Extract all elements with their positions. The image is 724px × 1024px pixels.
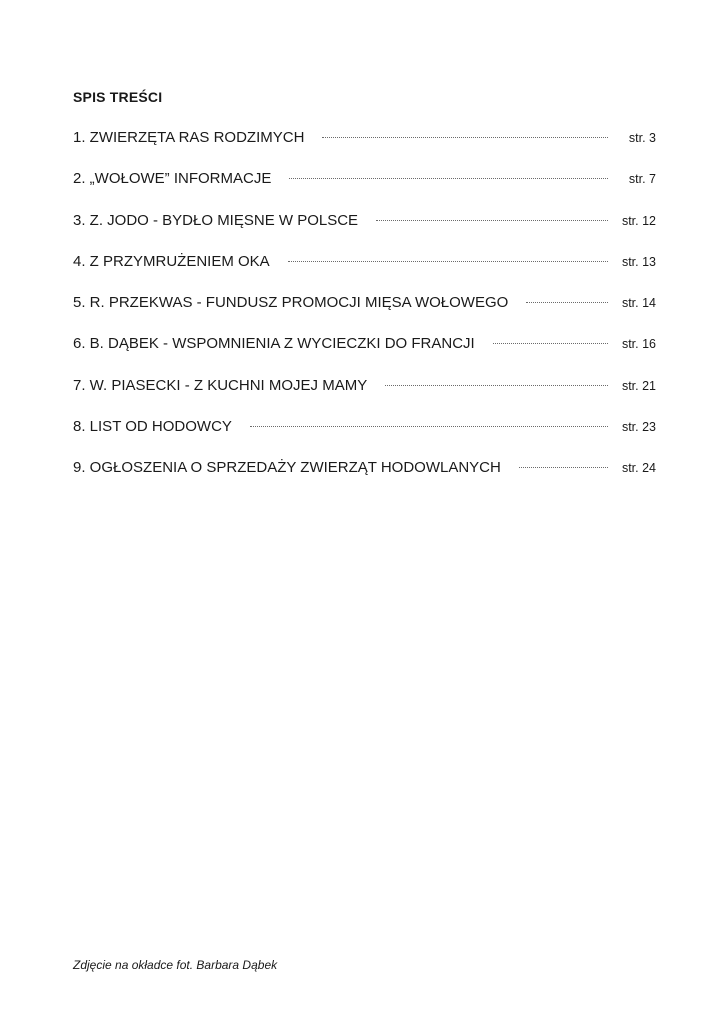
toc-entry <box>73 376 656 417</box>
toc-entry-title: 7. W. PIASECKI - Z KUCHNI MOJEJ MAMY <box>73 376 368 394</box>
toc-entry-title: 9. OGŁOSZENIA O SPRZEDAŻY ZWIERZĄT HODOWLANYCH <box>73 459 501 477</box>
dot-leader <box>322 137 608 138</box>
toc-heading: SPIS TREŚCI <box>73 89 163 105</box>
toc-entry-page: str. 21 <box>621 378 656 393</box>
toc-entry-title: 6. B. DĄBEK - WSPOMNIENIA Z WYCIECZKI DO FRANCJI <box>73 335 475 353</box>
toc-entry-page: str. 13 <box>621 254 656 269</box>
toc-entry-title: 5. R. PRZEKWAS - FUNDUSZ PROMOCJI MIĘSA WOŁOWEGO <box>73 294 509 312</box>
toc-entry-page: str. 14 <box>621 296 656 311</box>
toc-entry <box>73 252 656 293</box>
toc-entry-title: 2. „WOŁOWE” INFORMACJE <box>73 170 272 188</box>
dot-leader <box>289 178 608 179</box>
toc-entry <box>73 458 656 499</box>
dot-leader <box>519 467 608 468</box>
toc-entry-page: str. 23 <box>621 420 656 435</box>
toc-entry <box>73 417 656 458</box>
cover-photo-credit: Zdjęcie na okładce fot. Barbara Dąbek <box>73 958 278 972</box>
toc-entry <box>73 293 656 334</box>
toc-entry-page: str. 16 <box>621 337 656 352</box>
toc-entry-page: str. 3 <box>628 131 656 145</box>
toc-entry-title: 8. LIST OD HODOWCY <box>73 418 232 436</box>
toc-entry-title: 1. ZWIERZĘTA RAS RODZIMYCH <box>73 129 305 146</box>
toc-entry-page: str. 12 <box>621 213 656 228</box>
toc-entry <box>73 169 656 210</box>
table-of-contents <box>73 128 656 500</box>
dot-leader <box>376 220 608 221</box>
dot-leader <box>526 302 608 303</box>
toc-entry <box>73 128 656 169</box>
dot-leader <box>250 426 608 427</box>
dot-leader <box>493 343 608 344</box>
toc-entry-title: 3. Z. JODO - BYDŁO MIĘSNE W POLSCE <box>73 211 359 229</box>
toc-entry <box>73 211 656 252</box>
toc-entry-page: str. 7 <box>628 172 656 187</box>
dot-leader <box>288 261 608 262</box>
toc-entry-page: str. 24 <box>621 461 656 476</box>
toc-entry-title: 4. Z PRZYMRUŻENIEM OKA <box>73 252 270 270</box>
dot-leader <box>385 385 608 386</box>
toc-entry <box>73 334 656 375</box>
